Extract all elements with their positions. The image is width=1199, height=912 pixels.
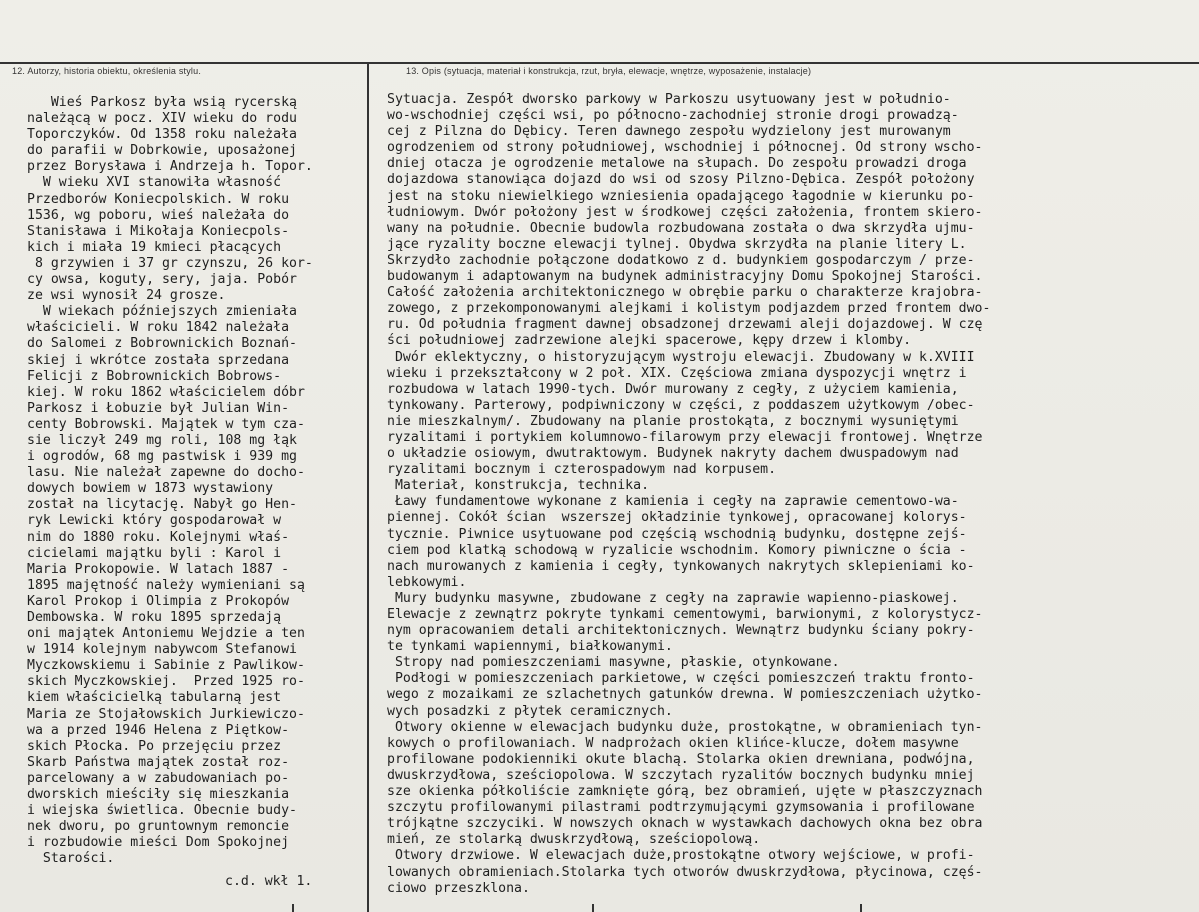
section-12-header: 12. Autorzy, historia obiektu, określenia stylu.	[12, 66, 202, 76]
column-divider	[367, 62, 369, 912]
description-text: Sytuacja. Zespół dworsko parkowy w Parkoszu usytuowany jest w południo- wo-wschodniej części wsi, po północno-zachodniej stronie drogi prowadzą- cej z Pilzna do Dębicy. Teren dawnego zespołu wydzielony jest murowanym ogrodzeniem od strony południowej, wschodniej i północnej. Od strony wscho- dniej otacza je ogrodzenie metalowe na słupach. Do zespołu prowadzi droga dojazdowa stanowiąca dojazd do wsi od szosy Pilzno-Dębica. Zespół położony jest na stoku niewielkiego wzniesienia opadającego łagodnie w kierunku po- łudniowym. Dwór położony jest w środkowej części założenia, frontem skiero- wany na południe. Obecnie budowla rozbudowana została o dwa skrzydła ujmu- jące ryzality boczne elewacji tylnej. Obydwa skrzydła na planie litery L. Skrzydło zachodnie połączone dodatkowo z d. budynkiem gospodarczym / prze- budowanym i adaptowanym na budynek administracyjny Domu Spokojnej Starości. Całość założenia architektonicznego w obrębie parku o charakterze krajobra- zowego, z przekomponowanymi alejkami i kolistym podjazdem przed frontem dwo- ru. Od południa fragment dawnej obsadzonej drzewami aleji dojazdowej. W czę ści południowej zadrzewione alejki spacerowe, kępy drzew i klomby. Dwór eklektyczny, o historyzującym wystroju elewacji. Zbudowany w k.XVIII wieku i przekształcony w 2 poł. XIX. Częściowa zmiana dyspozycji wnętrz i rozbudowa w latach 1990-tych. Dwór murowany z cegły, z użyciem kamienia, tynkowany. Parterowy, podpiwniczony w części, z poddaszem użytkowym /obec- nie mieszkalnym/. Zbudowany na planie prostokąta, z bocznymi wysuniętymi ryzalitami i portykiem kolumnowo-filarowym przy elewacji frontowej. Wnętrze o układzie osiowym, dwutraktowym. Budynek nakryty dachem dwuspadowym nad ryzalitami bocznym i czterospadowym nad korpusem. Materiał, konstrukcja, technika. Ławy fundamentowe wykonane z kamienia i cegły na zaprawie cementowo-wa- piennej. Cokół ścian wszerszej okładzinie tynkowej, opracowanej kolorys- tycznie. Piwnice usytuowane pod częścią wschodnią budynku, dostępne zejś- ciem pod klatką schodową w ryzalicie wschodnim. Komory piwniczne o ścia - nach murowanych z kamienia i cegły, tynkowanych nakrytych sklepieniami ko- lebkowymi. Mury budynku masywne, zbudowane z cegły na zaprawie wapienno-piaskowej. Elewacje z zewnątrz pokryte tynkami cementowymi, barwionymi, z kolorystycz- nym opracowaniem detali architektonicznych. Wewnątrz budynku ściany pokry- te tynkami wapiennymi, białkowanymi. Stropy nad pomieszczeniami masywne, płaskie, otynkowane. Podłogi w pomieszczeniach parkietowe, w części pomieszczeń traktu fronto- wego z mozaikami ze szlachetnych gatunków drewna. W pomieszczeniach użytko- wych posadzki z płytek ceramicznych. Otwory okienne w elewacjach budynku duże, prostokątne, w obramieniach tyn- kowych o profilowaniach. W nadprożach okien klińce-klucze, dołem masywne profilowane podokienniki okute blachą. Stolarka okien drewniana, podwójna, dwuskrzydłowa, sześciopolowa. W szczytach ryzalitów bocznych budynku mniej sze okienka półkoliście zamknięte górą, bez obramień, ujęte w płaszczyznach szczytu profilowanymi pilastrami podtrzymującymi gzymsowania i profilowane trójkątne szczyciki. W nowszych oknach w wystawkach dachowych okna bez obra mień, ze stolarką dwuskrzydłową, sześciopolową. Otwory drzwiowe. W elewacjach duże,prostokątne otwory wejściowe, w profi- lowanych obramieniach.Stolarka tych otworów dwuskrzydłowa, płycinowa, częś- ciowo przeszklona.	[387, 92, 991, 896]
continued-note: c.d. wkł 1.	[225, 874, 313, 889]
top-rule	[0, 62, 1199, 64]
bottom-tick-mark	[592, 904, 594, 912]
bottom-tick-mark	[292, 904, 294, 912]
history-text: Wieś Parkosz była wsią rycerską należącą w pocz. XIV wieku do rodu Toporczyków. Od 1358 roku należała do parafii w Dobrkowie, uposażonej przez Borysława i Andrzeja h. Topor. W wieku XVI stanowiła własność Przedborów Koniecpolskich. W roku 1536, wg poboru, wieś należała do Stanisława i Mikołaja Koniecpols- kich i miała 19 kmieci płacących 8 grzywien i 37 gr czynszu, 26 kor- cy owsa, koguty, sery, jaja. Pobór ze wsi wynosił 24 grosze. W wiekach późniejszych zmieniała właścicieli. W roku 1842 należała do Salomei z Bobrownickich Boznań- skiej i wkrótce została sprzedana Felicji z Bobrownickich Bobrows- kiej. W roku 1862 właścicielem dóbr Parkosz i Łobuzie był Julian Win- centy Bobrowski. Majątek w tym cza- sie liczył 249 mg roli, 108 mg łąk i ogrodów, 68 mg pastwisk i 939 mg lasu. Nie należał zapewne do docho- dowych bowiem w 1873 wystawiony został na licytację. Nabył go Hen- ryk Lewicki który gospodarował w nim do 1880 roku. Kolejnymi właś- cicielami majątku byli : Karol i Maria Prokopowie. W latach 1887 - 1895 majętność należy wymieniani są Karol Prokop i Olimpia z Prokopów Dembowska. W roku 1895 sprzedają oni majątek Antoniemu Wejdzie a ten w 1914 kolejnym nabywcom Stefanowi Myczkowskiemu i Sabinie z Pawlikow- skich Myczkowskiej. Przed 1925 ro- kiem właścicielką tabularną jest Maria ze Stojałowskich Jurkiewiczo- wa a przed 1946 Helena z Piętkow- skich Płocka. Po przejęciu przez Skarb Państwa majątek został roz- parcelowany a w zabudowaniach po- dworskich mieściły się mieszkania i wiejska świetlica. Obecnie budy- nek dworu, po gruntownym remoncie i rozbudowie mieści Dom Spokojnej Starości.	[27, 95, 313, 867]
bottom-tick-mark	[860, 904, 862, 912]
section-13-header: 13. Opis (sytuacja, materiał i konstrukcja, rzut, bryła, elewacje, wnętrze, wyposażenie, instalacje)	[406, 66, 812, 76]
